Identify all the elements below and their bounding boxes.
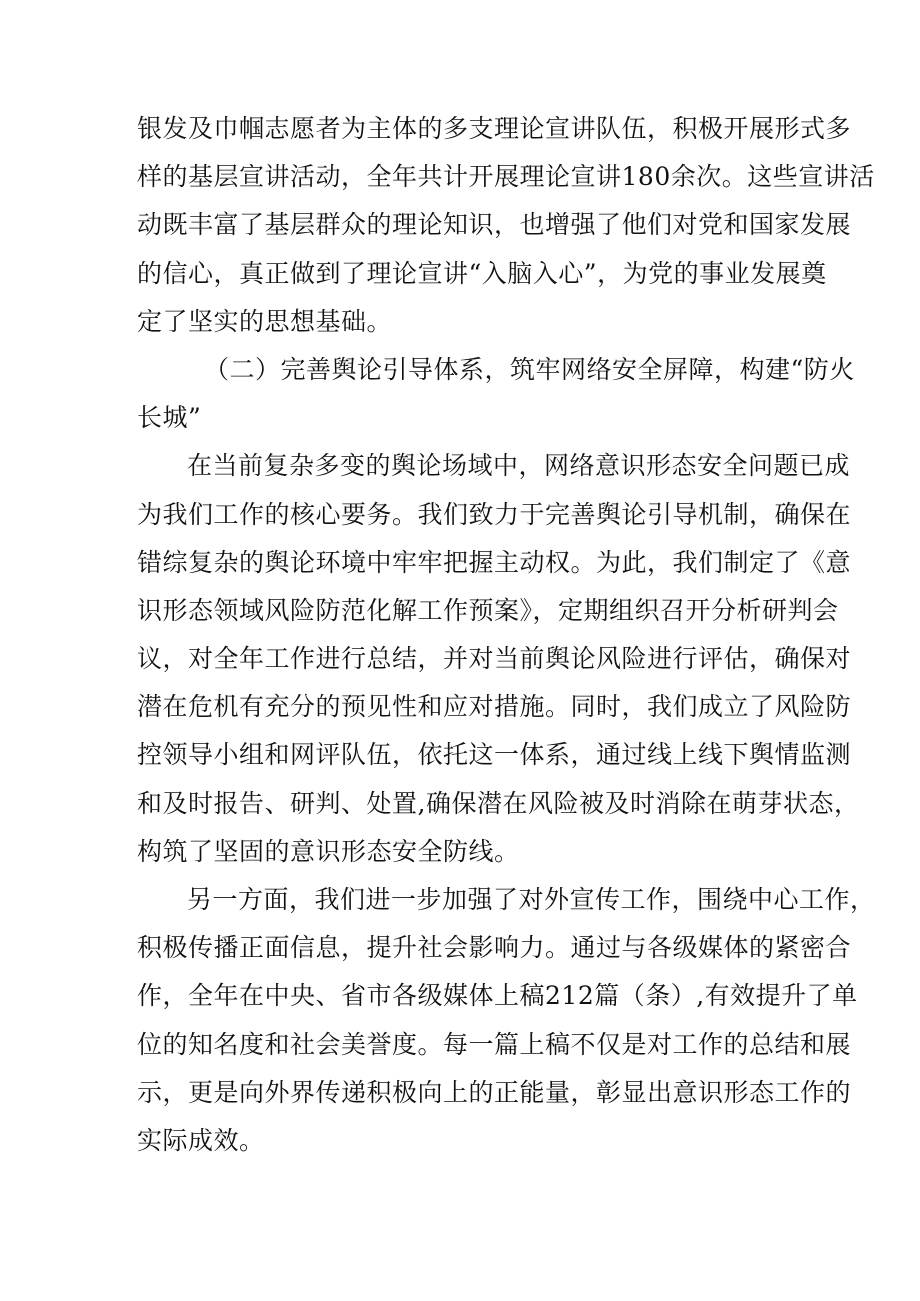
- text-line: 和及时报告、研判、处置,确保潜在风险被及时消除在萌芽状态，: [137, 788, 860, 818]
- text-line: 的信心，真正做到了理论宣讲“入脑入心”，为党的事业发展奠: [137, 258, 827, 288]
- text-line: 为我们工作的核心要务。我们致力于完善舆论引导机制，确保在: [137, 499, 852, 529]
- heading-line: 长城”: [137, 403, 202, 433]
- paragraph-network-security: [137, 442, 860, 876]
- document-body: [137, 105, 876, 1165]
- text-line: 定了坚实的思想基础。: [137, 306, 393, 336]
- text-line: 积极传播正面信息，提升社会影响力。通过与各级媒体的紧密合: [137, 933, 852, 963]
- text-line: 议，对全年工作进行总结，并对当前舆论风险进行评估，确保对: [137, 644, 852, 674]
- text-line: 位的知名度和社会美誉度。每一篇上稿不仅是对工作的总结和展: [137, 1029, 852, 1059]
- text-line: 构筑了坚固的意识形态安全防线。: [137, 836, 520, 866]
- section-heading: [137, 346, 855, 442]
- text-line: 另一方面，我们进一步加强了对外宣传工作，围绕中心工作，: [187, 885, 876, 914]
- text-line: 样的基层宣讲活动，全年共计开展理论宣讲180余次。这些宣讲活: [137, 162, 875, 192]
- paragraph-external-publicity: [137, 876, 876, 1165]
- text-line: 动既丰富了基层群众的理论知识，也增强了他们对党和国家发展: [137, 210, 852, 240]
- text-line: 在当前复杂多变的舆论场域中，网络意识形态安全问题已成: [187, 451, 851, 481]
- text-line: 控领导小组和网评队伍，依托这一体系，通过线上线下舆情监测: [137, 740, 852, 770]
- text-line: 实际成效。: [137, 1125, 265, 1155]
- text-line: 示，更是向外界传递积极向上的正能量，彰显出意识形态工作的: [137, 1077, 852, 1107]
- text-line: 作，全年在中央、省市各级媒体上稿212篇（条）,有效提升了单: [137, 981, 858, 1011]
- text-line: 错综复杂的舆论环境中牢牢把握主动权。为此，我们制定了《意: [137, 547, 852, 577]
- text-line: 银发及巾帼志愿者为主体的多支理论宣讲队伍，积极开展形式多: [137, 114, 852, 143]
- text-line: 识形态领域风险防范化解工作预案》，定期组织召开分析研判会: [137, 595, 839, 625]
- heading-line: （二）完善舆论引导体系，筑牢网络安全屏障，构建“防火: [204, 354, 855, 384]
- paragraph-theory-lectures: [137, 105, 875, 346]
- text-line: 潜在危机有充分的预见性和应对措施。同时，我们成立了风险防: [137, 692, 852, 722]
